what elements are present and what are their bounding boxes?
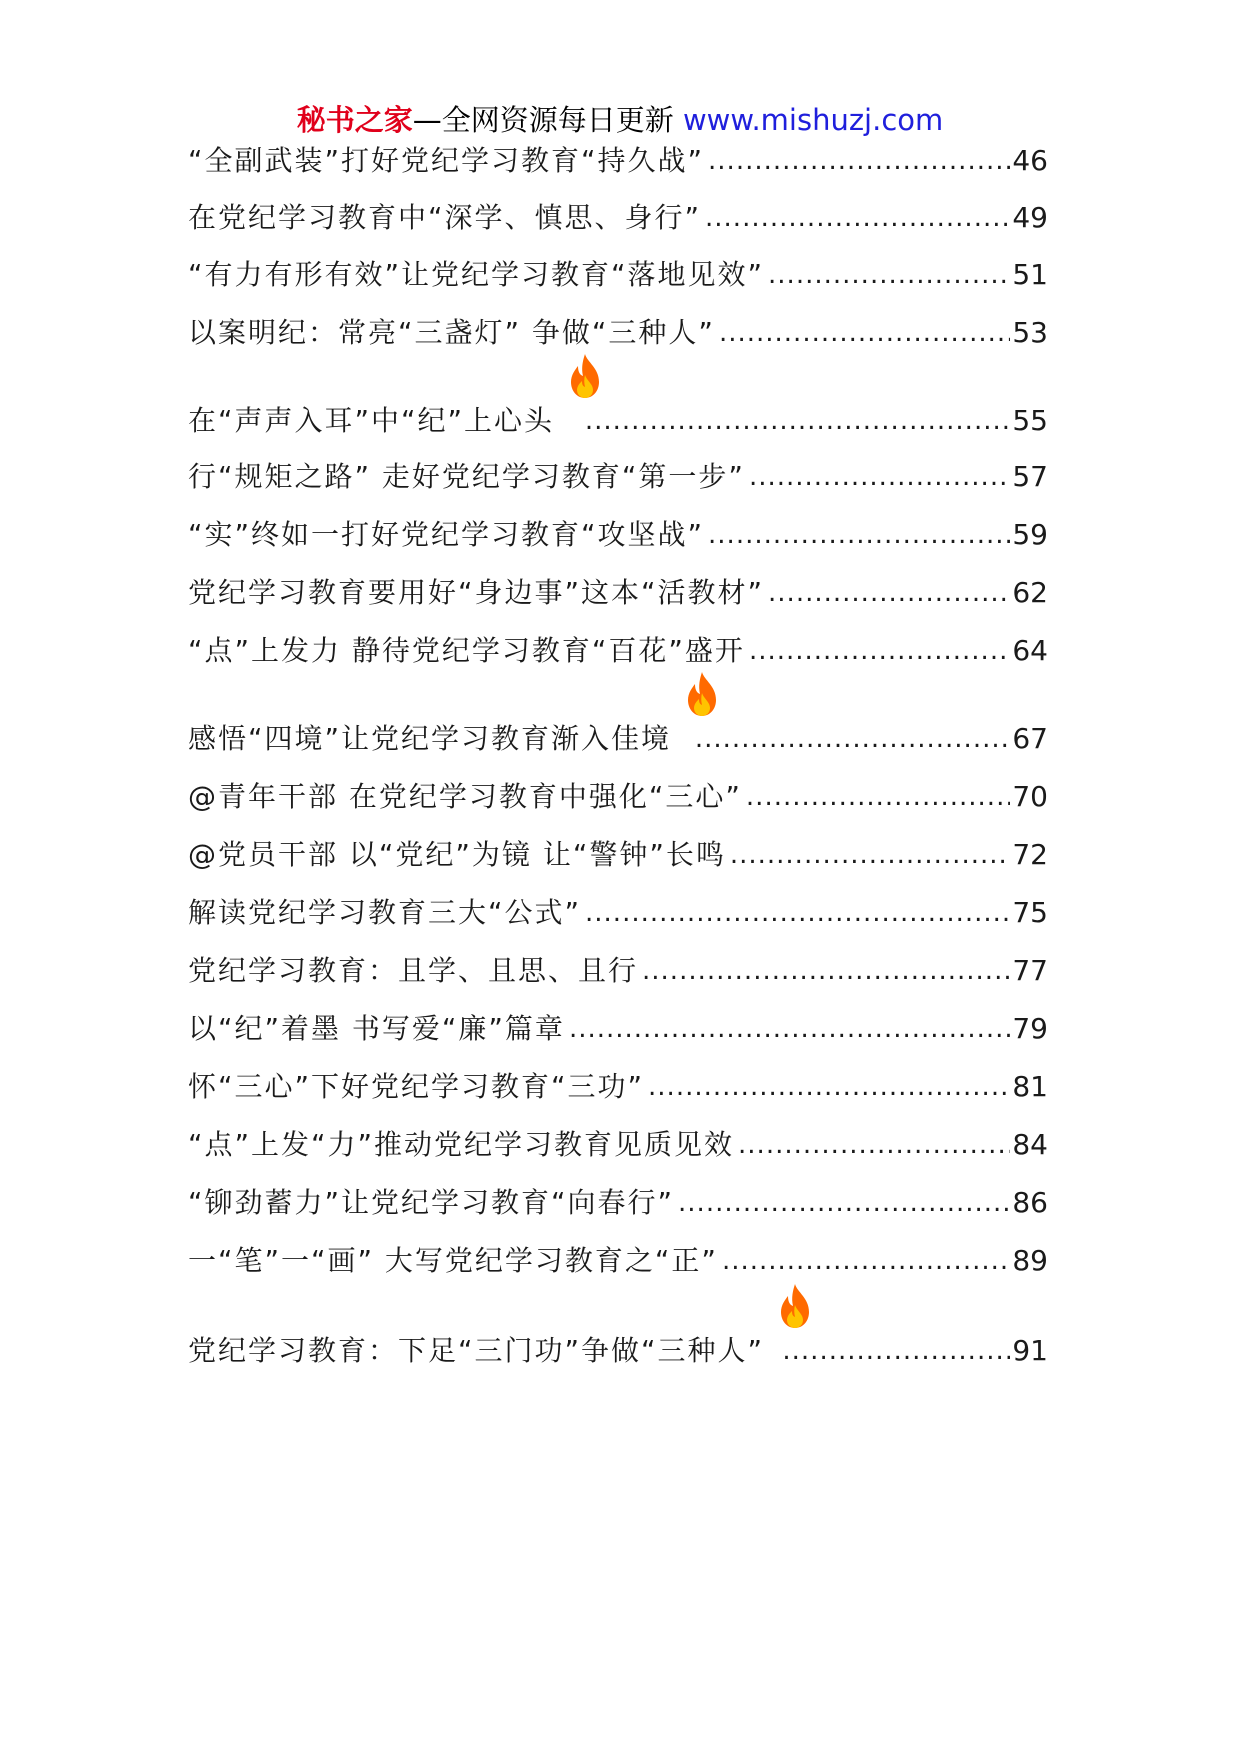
- fire-icon: [568, 353, 602, 399]
- toc-entry[interactable]: [188, 719, 1048, 759]
- toc-entry-title: 以“纪”着墨 书写爱“廉”篇章: [188, 1012, 565, 1045]
- toc-leader-dots: [722, 1241, 1010, 1281]
- fire-icon: [685, 671, 719, 717]
- toc-entry[interactable]: [188, 893, 1048, 933]
- toc-entry-title: 党纪学习教育要用好“身边事”这本“活教材”: [188, 576, 765, 609]
- toc-entry[interactable]: [188, 1067, 1048, 1107]
- toc-entry-title: 行“规矩之路” 走好党纪学习教育“第一步”: [188, 460, 745, 493]
- toc-page-number: 75: [1012, 896, 1048, 929]
- toc-entry[interactable]: [188, 951, 1048, 991]
- toc-entry-title: “实”终如一打好党纪学习教育“攻坚战”: [188, 518, 705, 551]
- toc-entry-title: 感悟“四境”让党纪学习教育渐入佳境: [188, 722, 672, 755]
- toc-page-number: 62: [1012, 576, 1048, 609]
- toc-entry-title: 以案明纪：常亮“三盏灯” 争做“三种人”: [188, 316, 715, 349]
- toc-page-number: 91: [1012, 1334, 1048, 1367]
- toc-leader-dots: [695, 719, 1010, 759]
- toc-page-number: 49: [1012, 201, 1048, 234]
- toc-leader-dots: [719, 313, 1010, 353]
- toc-entry-title: 解读党纪学习教育三大“公式”: [188, 896, 582, 929]
- toc-entry[interactable]: [188, 777, 1048, 817]
- toc-leader-dots: [749, 457, 1010, 497]
- toc-leader-dots: [678, 1183, 1010, 1223]
- toc-page-number: 70: [1012, 780, 1048, 813]
- toc-entry-title: 在党纪学习教育中“深学、慎思、身行”: [188, 201, 702, 234]
- toc-entry[interactable]: [188, 515, 1048, 555]
- toc-page-number: 55: [1012, 404, 1048, 437]
- toc-entry-title: @青年干部 在党纪学习教育中强化“三心”: [188, 780, 742, 813]
- toc-page-number: 51: [1012, 258, 1048, 291]
- hot-marker: [554, 401, 581, 441]
- toc-page-number: 57: [1012, 460, 1048, 493]
- toc-page-number: 67: [1012, 722, 1048, 755]
- page-header: [0, 100, 1240, 140]
- toc-page-number: 64: [1012, 634, 1048, 667]
- fire-icon: [778, 1283, 812, 1329]
- toc-leader-dots: [585, 401, 1011, 441]
- toc-entry-title: 党纪学习教育：且学、且思、且行: [188, 954, 639, 987]
- toc-entry[interactable]: [188, 631, 1048, 671]
- toc-leader-dots: [738, 1125, 1010, 1165]
- toc-entry[interactable]: [188, 141, 1048, 181]
- toc-leader-dots: [768, 255, 1010, 295]
- toc-leader-dots: [749, 631, 1010, 671]
- toc-entry[interactable]: [188, 1009, 1048, 1049]
- toc-entry[interactable]: [188, 1241, 1048, 1281]
- toc-entry-title: “有力有形有效”让党纪学习教育“落地见效”: [188, 258, 765, 291]
- toc-entry[interactable]: [188, 313, 1048, 353]
- brand-name: 秘书之家: [296, 103, 413, 137]
- toc-entry[interactable]: [188, 1183, 1048, 1223]
- toc-leader-dots: [705, 198, 1010, 238]
- toc-page-number: 53: [1012, 316, 1048, 349]
- toc-page-number: 81: [1012, 1070, 1048, 1103]
- toc-entry-title: “点”上发力 静待党纪学习教育“百花”盛开: [188, 634, 745, 667]
- toc-entry[interactable]: [188, 1331, 1048, 1371]
- site-url-link[interactable]: www.mishuzj.com: [682, 103, 944, 137]
- toc-leader-dots: [708, 515, 1010, 555]
- toc-leader-dots: [569, 1009, 1010, 1049]
- toc-entry-title: 在“声声入耳”中“纪”上心头: [188, 404, 555, 437]
- toc-entry[interactable]: [188, 255, 1048, 295]
- toc-leader-dots: [708, 141, 1010, 181]
- hot-marker: [671, 719, 691, 759]
- toc-page-number: 89: [1012, 1244, 1048, 1277]
- toc-page-number: 79: [1012, 1012, 1048, 1045]
- toc-entry-title: “铆劲蓄力”让党纪学习教育“向春行”: [188, 1186, 675, 1219]
- toc-entry[interactable]: [188, 1125, 1048, 1165]
- toc-page-number: 46: [1012, 144, 1048, 177]
- toc-entry[interactable]: [188, 401, 1048, 441]
- toc-entry[interactable]: [188, 457, 1048, 497]
- toc-leader-dots: [642, 951, 1010, 991]
- toc-entry-title: “点”上发“力”推动党纪学习教育见质见效: [188, 1128, 735, 1161]
- toc-entry[interactable]: [188, 198, 1048, 238]
- toc-leader-dots: [585, 893, 1010, 933]
- toc-entry-title: 怀“三心”下好党纪学习教育“三功”: [188, 1070, 645, 1103]
- toc-page-number: 84: [1012, 1128, 1048, 1161]
- toc-leader-dots: [768, 573, 1010, 613]
- toc-entry[interactable]: [188, 573, 1048, 613]
- toc-entry-title: 党纪学习教育：下足“三门功”争做“三种人”: [188, 1334, 765, 1367]
- toc-entry-title: @党员干部 以“党纪”为镜 让“警钟”长鸣: [188, 838, 726, 871]
- toc-page-number: 59: [1012, 518, 1048, 551]
- hot-marker: [764, 1331, 778, 1371]
- toc-page-number: 72: [1012, 838, 1048, 871]
- toc-leader-dots: [746, 777, 1010, 817]
- toc-leader-dots: [730, 835, 1011, 875]
- toc-page-number: 86: [1012, 1186, 1048, 1219]
- toc-entry-title: “全副武装”打好党纪学习教育“持久战”: [188, 144, 705, 177]
- toc-page-number: 77: [1012, 954, 1048, 987]
- toc-leader-dots: [648, 1067, 1010, 1107]
- header-tagline: —全网资源每日更新: [412, 103, 683, 137]
- toc-entry-title: 一“笔”一“画” 大写党纪学习教育之“正”: [188, 1244, 718, 1277]
- toc-leader-dots: [782, 1331, 1010, 1371]
- toc-entry[interactable]: [188, 835, 1048, 875]
